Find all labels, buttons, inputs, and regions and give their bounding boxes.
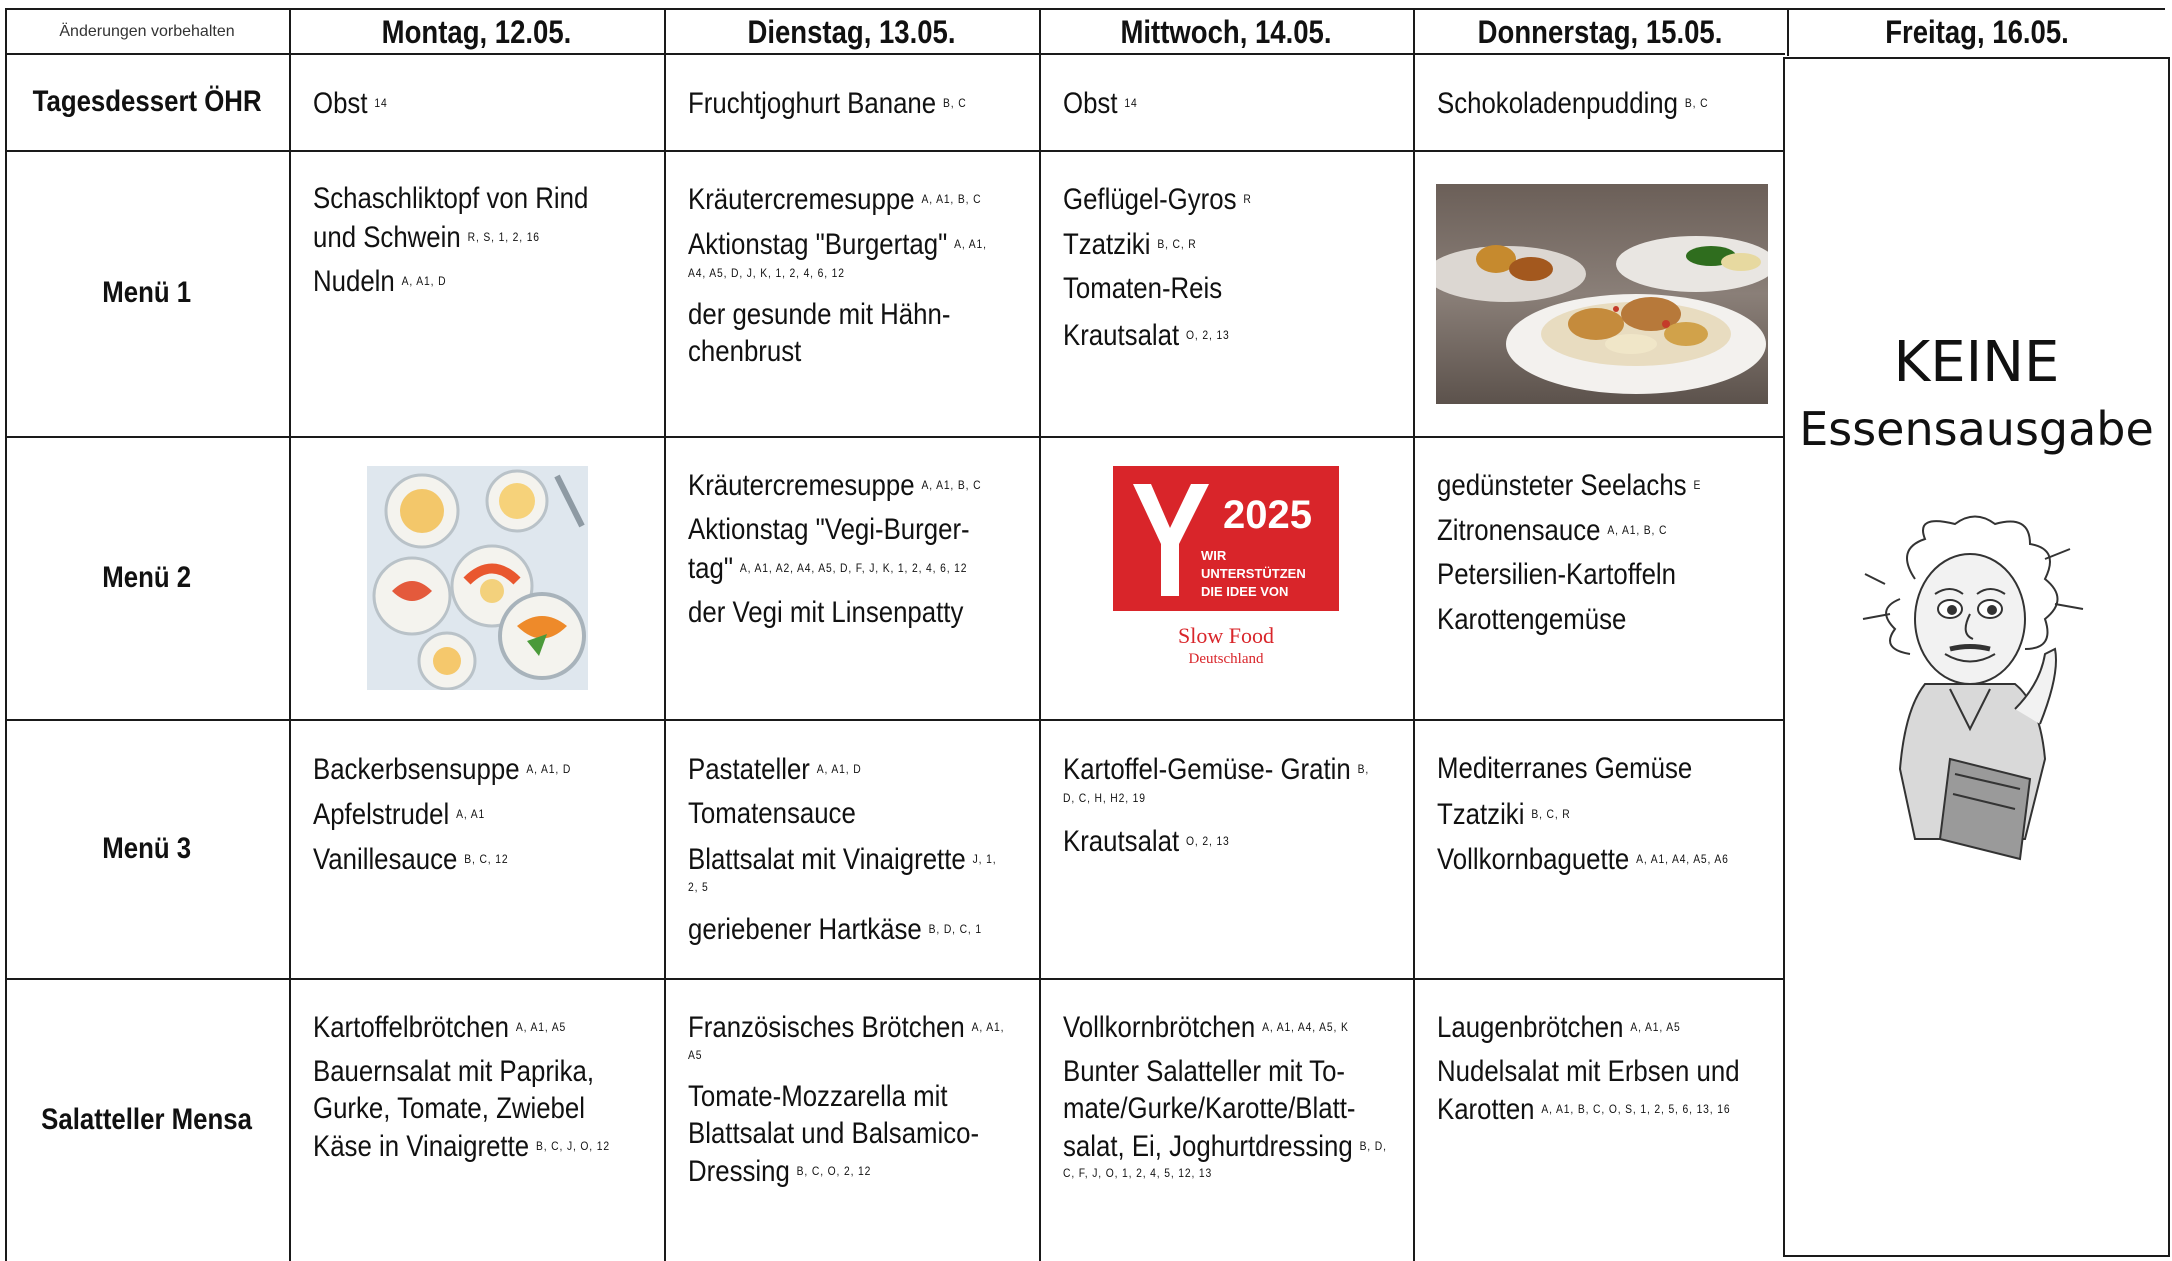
menu3-tuesday-line: Tomatensauce — [688, 797, 856, 830]
salad-tuesday-allergens: A5 — [688, 1048, 703, 1062]
menu1-wednesday-line: Tomaten-Reis — [1063, 272, 1223, 305]
row-label-text: Tagesdessert ÖHR — [32, 84, 262, 118]
salad-thursday-line: Karotten $^{A, A1, B, C, O, S, 1, 2, 5, 6, 13, 16}$ — [1437, 1093, 1731, 1126]
menu3-thursday-line: Tzatziki $^{B, C, R}$ — [1437, 798, 1571, 831]
menu2-tuesday-line: tag" $^{A, A1, A2, A4, A5, D, F, J, K, 1, 2, 4, 6, 12}$ — [688, 552, 968, 585]
menu3-tuesday-line: Blattsalat mit Vinaigrette $^{J, 1,}$ — [688, 843, 997, 876]
grid-line — [664, 8, 666, 1261]
day-header-wednesday: Mittwoch, 14.05. — [1120, 14, 1332, 50]
dessert-wednesday: Obst $^{14}$ — [1063, 87, 1138, 120]
menu2-thursday-line: Petersilien-Kartoffeln — [1437, 558, 1677, 591]
salad-wednesday-line: salat, Ei, Joghurtdressing $^{B, D,}$ — [1063, 1130, 1387, 1163]
salad-monday-line: Bauernsalat mit Paprika, — [313, 1055, 595, 1088]
grid-line — [289, 8, 291, 1261]
badge-line: UNTERSTÜTZEN — [1201, 566, 1306, 581]
menu2-thursday-line: Karottengemüse — [1437, 603, 1627, 636]
menu1-tuesday-line: der gesunde mit Hähn- — [688, 298, 951, 331]
row-label-text: Menü 3 — [102, 831, 192, 865]
grid-line — [1413, 8, 1415, 1261]
menu3-monday-line: Vanillesauce $^{B, C, 12}$ — [313, 843, 509, 876]
menu2-thursday-line: gedünsteter Seelachs $^E$ — [1437, 469, 1702, 502]
grid-line — [1039, 8, 1041, 1261]
food-photo-plates — [1436, 184, 1768, 404]
salad-thursday-line: Laugenbrötchen $^{A, A1, A5}$ — [1437, 1011, 1681, 1044]
no-service-title: KEINE — [1893, 330, 2060, 395]
dessert-thursday: Schokoladenpudding $^{B, C}$ — [1437, 87, 1709, 120]
menu3-monday-line: Apfelstrudel $^{A, A1}$ — [313, 798, 486, 831]
day-header-friday: Freitag, 16.05. — [1885, 14, 2069, 50]
no-service-subtitle: Essensausgabe — [1799, 402, 2154, 456]
row-label-menu1 — [5, 150, 289, 436]
salad-tuesday-line: Französisches Brötchen $^{A, A1,}$ — [688, 1011, 1005, 1044]
menu3-tuesday-allergens: 2, 5 — [688, 880, 709, 894]
menu3-wednesday-line: Krautsalat $^{O, 2, 13}$ — [1063, 825, 1230, 858]
menu3-tuesday-line: Pastateller $^{A, A1, D}$ — [688, 753, 862, 786]
slow-food-badge — [1113, 466, 1339, 672]
notice-text: Änderungen vorbehalten — [59, 23, 235, 40]
menu3-thursday-line: Mediterranes Gemüse — [1437, 752, 1693, 785]
badge-line: DIE IDEE VON — [1201, 584, 1289, 599]
menu1-wednesday-line: Tzatziki $^{B, C, R}$ — [1063, 228, 1197, 261]
salad-monday-line: Kartoffelbrötchen $^{A, A1, A5}$ — [313, 1011, 567, 1044]
friday-closed-box — [1783, 57, 2170, 1257]
salad-tuesday-line: Blattsalat und Balsamico- — [688, 1117, 980, 1150]
menu1-monday-line: Schaschliktopf von Rind — [313, 182, 589, 215]
menu1-tuesday-line: chenbrust — [688, 335, 802, 368]
dessert-glasses-photo — [367, 466, 588, 690]
badge-year: 2025 — [1223, 493, 1312, 537]
salad-wednesday-line: mate/Gurke/Karotte/Blatt- — [1063, 1092, 1356, 1125]
salad-thursday-line: Nudelsalat mit Erbsen und — [1437, 1055, 1740, 1088]
row-label-menu2 — [5, 436, 289, 719]
menu1-wednesday-line: Krautsalat $^{O, 2, 13}$ — [1063, 319, 1230, 352]
dessert-monday: Obst $^{14}$ — [313, 87, 388, 120]
badge-brand: Slow Food — [1178, 623, 1274, 648]
menu2-tuesday-line: der Vegi mit Linsenpatty — [688, 596, 964, 629]
menu2-thursday-line: Zitronensauce $^{A, A1, B, C}$ — [1437, 514, 1668, 547]
salad-wednesday-line: Bunter Salatteller mit To- — [1063, 1055, 1346, 1088]
row-label-menu3 — [5, 719, 289, 978]
menu1-wednesday-line: Geflügel-Gyros $^R$ — [1063, 183, 1252, 216]
menu1-tuesday-line: Kräutercremesuppe $^{A, A1, B, C}$ — [688, 183, 982, 216]
menu1-monday-line: Nudeln $^{A, A1, D}$ — [313, 265, 447, 298]
einstein-cartoon-icon — [1855, 509, 2095, 889]
dessert-tuesday: Fruchtjoghurt Banane $^{B, C}$ — [688, 87, 967, 120]
menu1-tuesday-allergens: A4, A5, D, J, K, 1, 2, 4, 6, 12 — [688, 266, 845, 280]
row-label-salad — [5, 978, 289, 1261]
menu3-thursday-line: Vollkornbaguette $^{A, A1, A4, A5, A6}$ — [1437, 843, 1729, 876]
salad-monday-line: Käse in Vinaigrette $^{B, C, J, O, 12}$ — [313, 1130, 610, 1163]
day-header-monday: Montag, 12.05. — [381, 14, 572, 50]
menu2-tuesday-line: Aktionstag "Vegi-Burger- — [688, 513, 970, 546]
menu3-tuesday-line: geriebener Hartkäse $^{B, D, C, 1}$ — [688, 913, 982, 946]
menu1-tuesday-line: Aktionstag "Burgertag" $^{A, A1,}$ — [688, 228, 987, 261]
salad-wednesday-line: Vollkornbrötchen $^{A, A1, A4, A5, K}$ — [1063, 1011, 1349, 1044]
day-header-tuesday: Dienstag, 13.05. — [747, 14, 956, 50]
menu2-tuesday-line: Kräutercremesuppe $^{A, A1, B, C}$ — [688, 469, 982, 502]
row-label-dessert — [5, 53, 289, 150]
badge-sub: Deutschland — [1188, 651, 1264, 667]
row-label-text: Salatteller Mensa — [41, 1102, 253, 1136]
salad-tuesday-line: Tomate-Mozzarella mit — [688, 1080, 948, 1113]
salad-tuesday-line: Dressing $^{B, C, O, 2, 12}$ — [688, 1155, 872, 1188]
badge-line: WIR — [1201, 548, 1227, 563]
menu3-wednesday-line: Kartoffel-Gemüse- Gratin $^{B,}$ — [1063, 753, 1370, 786]
row-label-text: Menü 2 — [102, 560, 192, 594]
menu3-monday-line: Backerbsensuppe $^{A, A1, D}$ — [313, 753, 572, 786]
menu3-wednesday-allergens: D, C, H, H2, 19 — [1063, 791, 1146, 805]
row-label-text: Menü 1 — [102, 276, 192, 309]
salad-monday-line: Gurke, Tomate, Zwiebel — [313, 1092, 585, 1125]
menu1-monday-line: und Schwein $^{R, S, 1, 2, 16}$ — [313, 221, 540, 254]
salad-wednesday-allergens: C, F, J, O, 1, 2, 4, 5, 12, 13 — [1063, 1166, 1213, 1180]
grid-line — [1787, 8, 1789, 56]
day-header-thursday: Donnerstag, 15.05. — [1477, 14, 1723, 50]
